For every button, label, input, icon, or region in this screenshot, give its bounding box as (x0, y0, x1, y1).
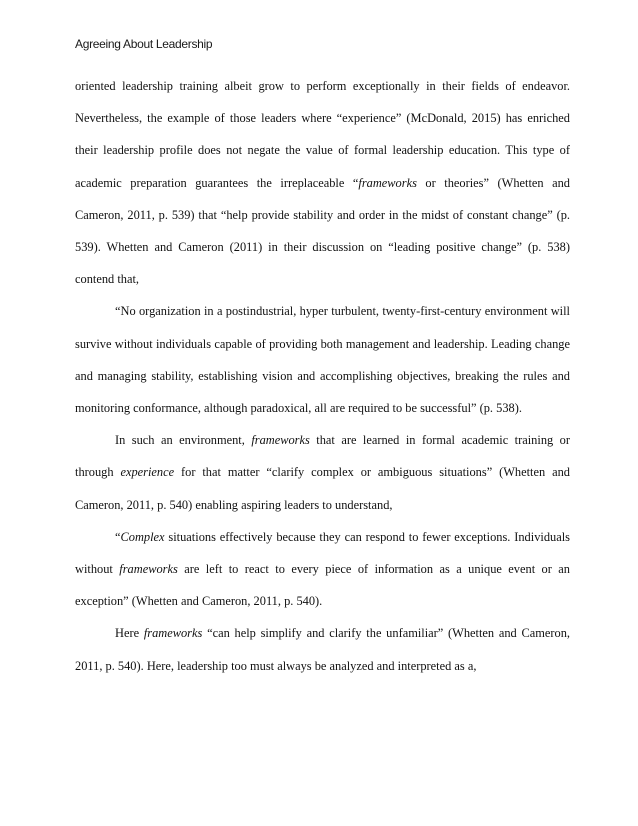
italic-term: frameworks (358, 175, 417, 190)
block-quote-2 (75, 521, 570, 618)
document-body (75, 70, 570, 682)
running-head: Agreeing About Leadership (75, 37, 213, 51)
italic-term: frameworks (143, 626, 203, 641)
text-run: for that matter “clarify complex or ambiguous situations” (Whetten and Cameron, 2011, p. 540) enabling aspiring leaders to understand, (75, 465, 570, 512)
text-run: “ (115, 529, 121, 544)
italic-term: Complex (120, 529, 165, 544)
italic-term: experience (120, 465, 175, 480)
paragraph-1 (75, 70, 570, 295)
text-run: or theories” (Whetten and Cameron, 2011, p. 539) that “help provide stability and order in the midst of constant change” (p. 539). Whetten and Cameron (2011) in their discussion on “leading positive change” (p. 538) contend that, (75, 175, 570, 287)
paragraph-3 (75, 617, 570, 681)
text-run: that are learned in formal academic training or through (75, 433, 570, 480)
paragraph-2 (75, 424, 570, 521)
italic-term: frameworks (119, 562, 178, 577)
text-run: In such an environment, (115, 433, 252, 448)
text-run: situations effectively because they can respond to fewer exceptions. Individuals without (75, 529, 570, 577)
italic-term: frameworks (251, 433, 310, 448)
text-run: oriented leadership training albeit grow to perform exceptionally in their fields of endeavor. Nevertheless, the example of those leaders where “experience” (McDonald, 2015) has enriched their leadership profile does not negate the value of formal leadership education. This type of academic preparation guarantees the irreplaceable “ (75, 79, 570, 190)
text-run: “can help simplify and clarify the unfamiliar” (Whetten and Cameron, 2011, p. 540). Here, leadership too must always be analyzed and interpreted as a, (75, 626, 570, 673)
text-run: “No organization in a postindustrial, hyper turbulent, twenty-first-century environment will survive without individuals capable of providing both management and leadership. Leading change and managing stability, establishing vision and accomplishing objectives, breaking the rules and monitoring conformance, although paradoxical, all are required to be successful” (p. 538). (75, 304, 570, 416)
block-quote-1 (75, 295, 570, 424)
text-run: Here (115, 626, 144, 641)
text-run: are left to react to every piece of information as a unique event or an exception” (Whetten and Cameron, 2011, p. 540). (75, 562, 570, 609)
